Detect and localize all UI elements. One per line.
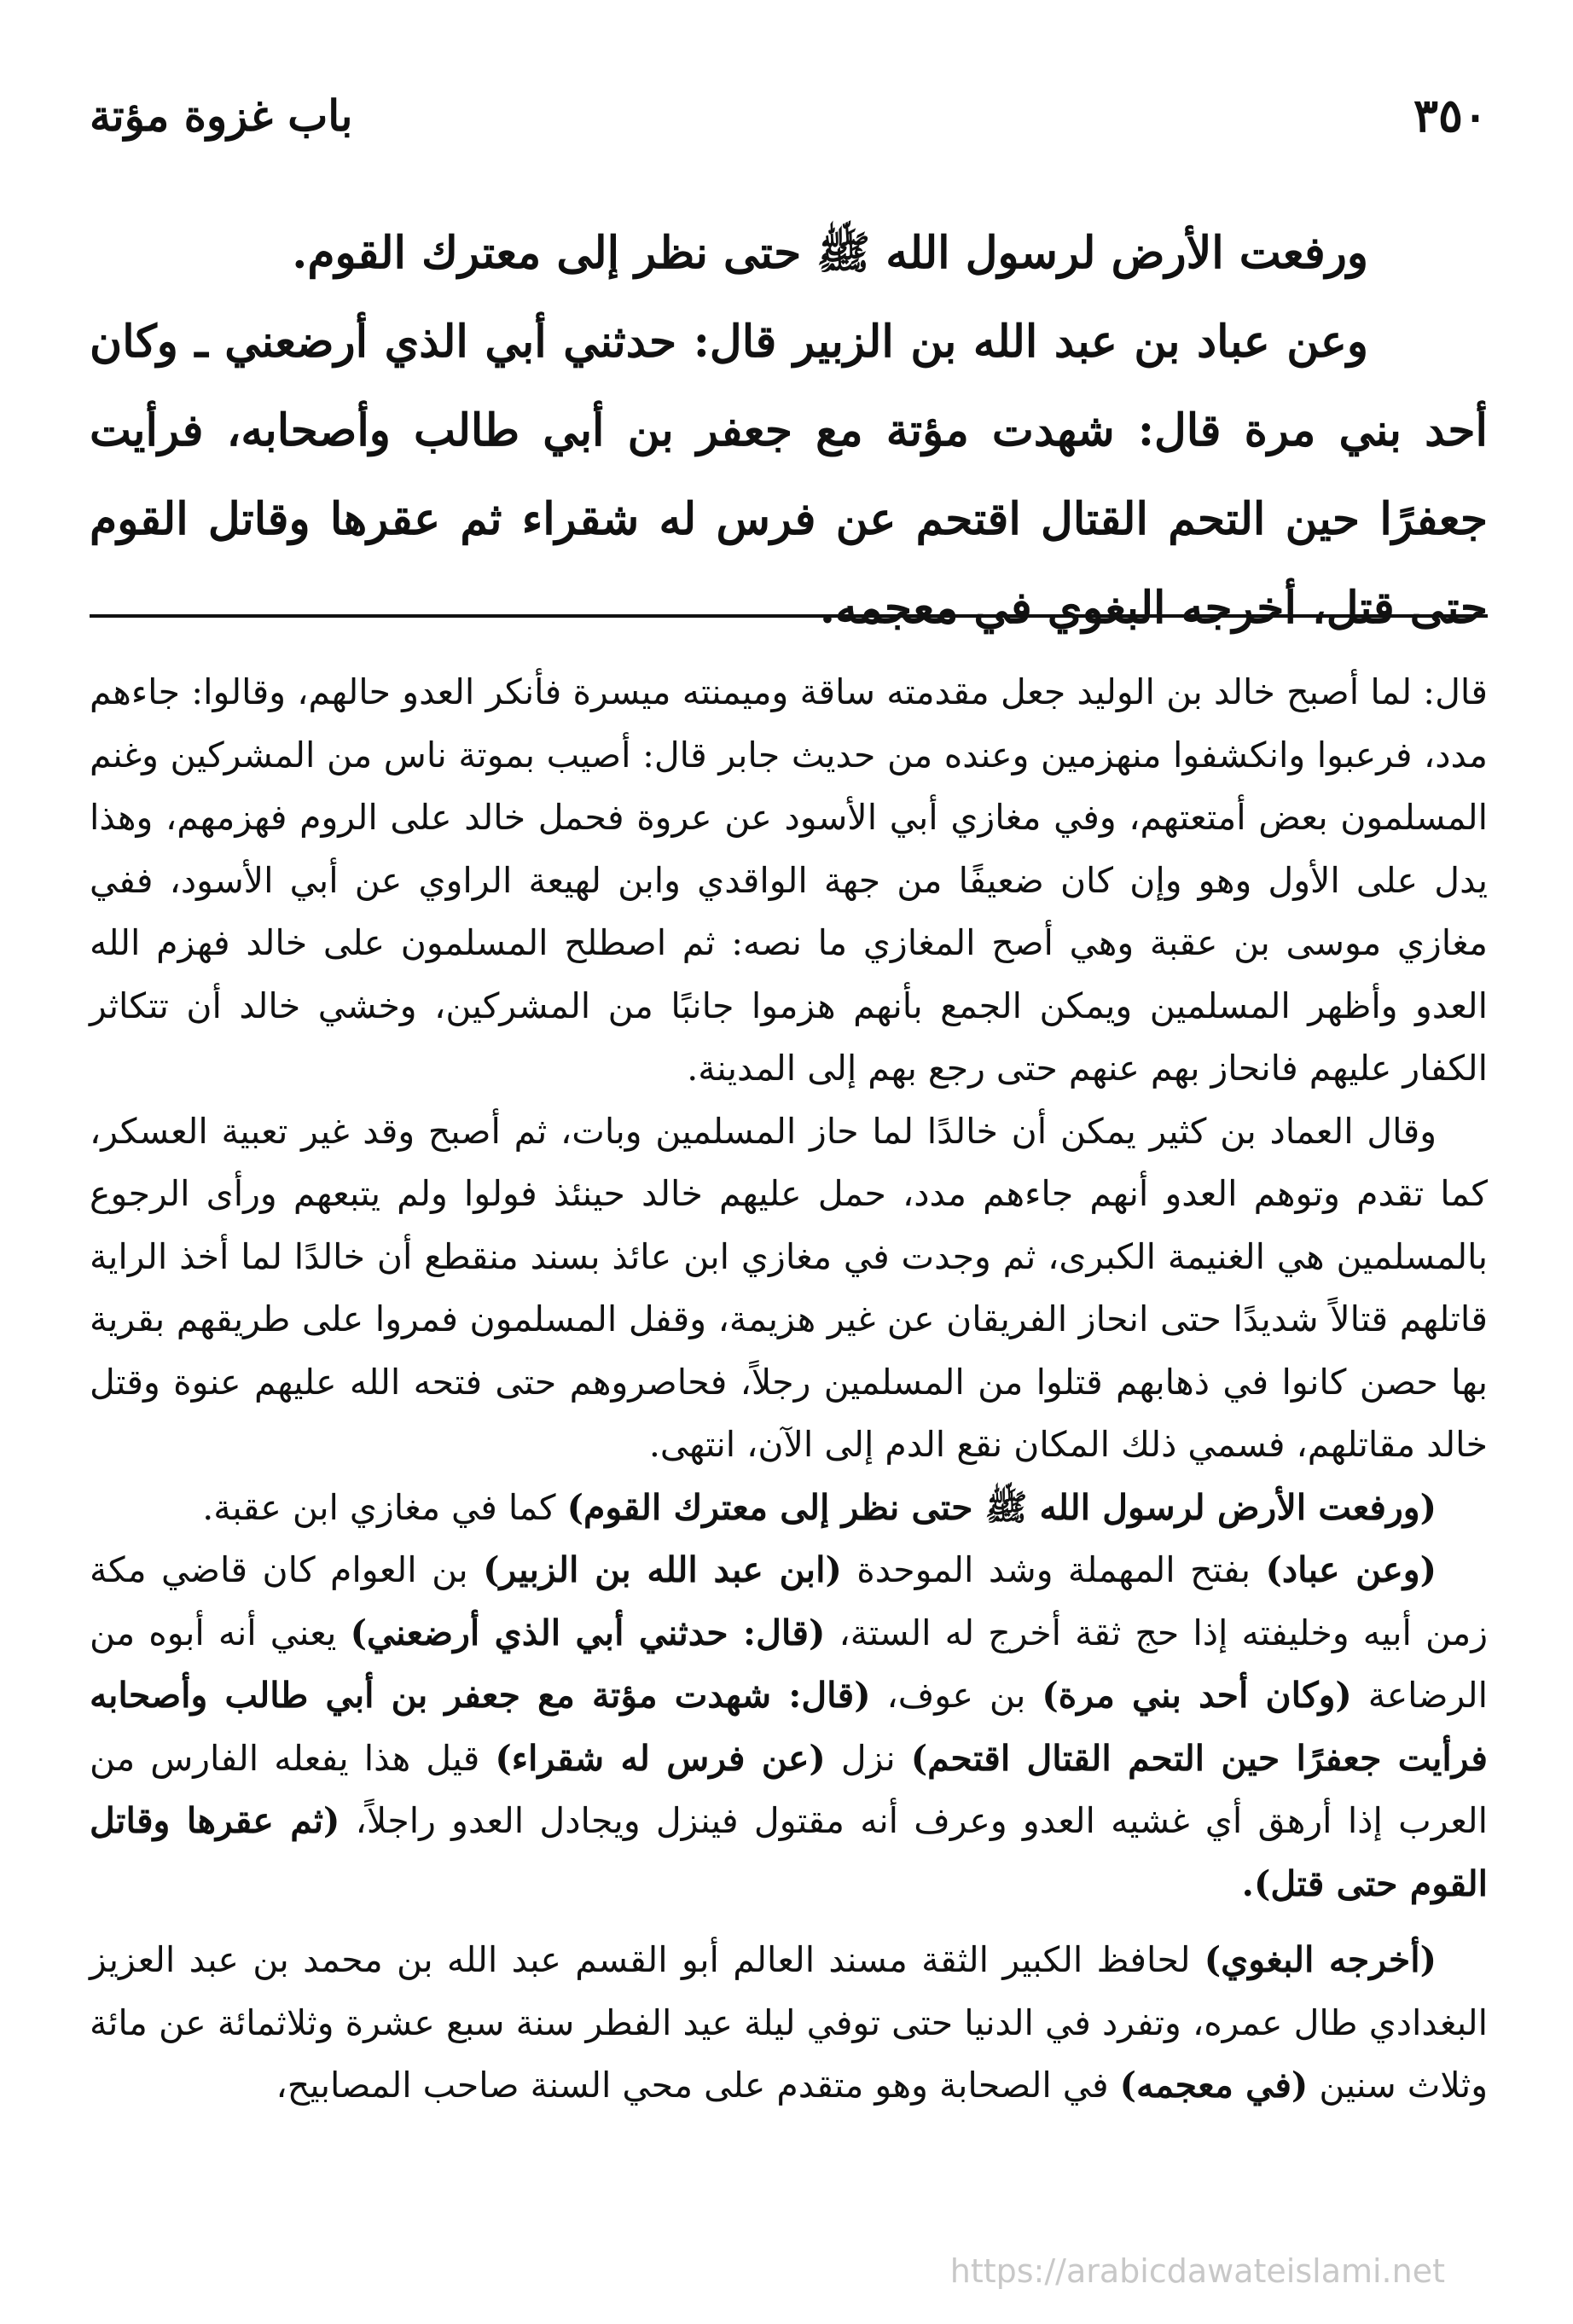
commentary-text bbox=[90, 661, 1488, 2118]
quoted-matn: (ثم عقرها وقاتل القوم حتى قتل). bbox=[90, 1800, 1488, 1904]
page-header bbox=[90, 81, 1488, 149]
quoted-matn: (في معجمه) bbox=[1119, 2065, 1309, 2106]
commentary-paragraph bbox=[90, 1539, 1488, 1915]
quoted-matn: (وعن عباد) bbox=[1265, 1549, 1437, 1590]
commentary-paragraph: وقال العماد بن كثير يمكن أن خالدًا لما حاز المسلمين وبات، ثم أصبح وقد غير تعبية العسكر، كما تقدم وتوهم العدو أنهم جاءهم مدد، حمل عليهم خالد حينئذ فولوا ولم يتبعهم ورأى الرجوع بالمسلمين هي الغنيمة الكبرى، ثم وجدت في مغازي ابن عائذ بسند منقطع أن خالدًا لما أخذ الراية قاتلهم قتالاً شديدًا حتى انحاز الفريقان عن غير هزيمة، وقفل المسلمون فمروا على طريقهم بقرية بها حصن كانوا في ذهابهم قتلوا من المسلمين رجلاً، فحاصروهم حتى فتحه الله عليهم عنوة وقتل خالد مقاتلهم، فسمي ذلك المكان نقع الدم إلى الآن، انتهى. bbox=[90, 1110, 1488, 1465]
commentary-text-span: كما في مغازي ابن عقبة. bbox=[202, 1486, 567, 1528]
commentary-text-span: بفتح المهملة وشد الموحدة bbox=[841, 1549, 1266, 1590]
hadith-text bbox=[90, 209, 1488, 653]
quoted-matn: (قال: شهدت مؤتة مع جعفر بن أبي طالب وأصحابه فرأيت جعفرًا حين التحم القتال اقتحم) bbox=[90, 1675, 1488, 1779]
hadith-paragraph: ورفعت الأرض لرسول الله ﷺ حتى نظر إلى معترك القوم. bbox=[292, 227, 1368, 279]
commentary-text-span: يعني أنه أبوه من الرضاعة bbox=[90, 1612, 1488, 1716]
commentary-paragraph bbox=[90, 1929, 1488, 2118]
commentary-paragraph bbox=[90, 1477, 1488, 1540]
website-watermark: https://arabicdawateislami.net bbox=[949, 2252, 1445, 2290]
section-divider bbox=[90, 614, 1488, 618]
commentary-text-span: بن عوف، bbox=[870, 1675, 1042, 1716]
quoted-matn: (قال: حدثني أبي الذي أرضعني) bbox=[350, 1612, 826, 1653]
commentary-text-span: في الصحابة وهو متقدم على محي السنة صاحب المصابيح، bbox=[276, 2065, 1120, 2106]
commentary-paragraph: قال: لما أصبح خالد بن الوليد جعل مقدمته ساقة وميمنته ميسرة فأنكر العدو حالهم، وقالوا: جاءهم مدد، فرعبوا وانكشفوا منهزمين وعنده من حديث جابر قال: أصيب بموتة ناس من المشركين وغنم المسلمون بعض أمتعتهم، وفي مغازي أبي الأسود عن عروة فحمل خالد على الروم فهزمهم، وهذا يدل على الأول وهو وإن كان ضعيفًا من جهة الواقدي وابن لهيعة الراوي عن أبي الأسود، ففي مغازي موسى بن عقبة وهي أصح المغازي ما نصه: ثم اصطلح المسلمون على خالد فهزم الله العدو وأظهر المسلمين ويمكن الجمع بأنهم هزموا جانبًا من المشركين، وخشي خالد أن تتكاثر الكفار عليهم فانحاز بهم عنهم حتى رجع بهم إلى المدينة. bbox=[90, 671, 1488, 1089]
commentary-text-span: نزل bbox=[825, 1737, 911, 1779]
commentary-text-span: لحافظ الكبير الثقة مسند العالم أبو القسم عبد الله بن محمد بن عبد العزيز البغدادي طال عمره، وتفرد في الدنيا حتى توفي ليلة عيد الفطر سنة سبع عشرة وثلاثمائة عن مائة وثلاث سنين bbox=[90, 1939, 1488, 2106]
quoted-matn: (ورفعت الأرض لرسول الله ﷺ حتى نظر إلى معترك القوم) bbox=[566, 1486, 1437, 1528]
commentary-text-span: قيل هذا يفعله الفارس من العرب إذا أرهق أي غشيه العدو وعرف أنه مقتول فينزل ويجادل العدو راجلاً، bbox=[90, 1737, 1488, 1841]
quoted-matn: (ابن عبد الله بن الزبير) bbox=[483, 1549, 842, 1590]
quoted-matn: (عن فرس له شقراء) bbox=[495, 1737, 826, 1779]
quoted-matn: (أخرجه البغوي) bbox=[1204, 1939, 1437, 1980]
quoted-matn: (وكان أحد بني مرة) bbox=[1042, 1675, 1352, 1716]
hadith-paragraph: وعن عباد بن عبد الله بن الزبير قال: حدثني أبي الذي أرضعني ـ وكان أحد بني مرة قال: شهدت مؤتة مع جعفر بن أبي طالب وأصحابه، فرأيت جعفرًا حين التحم القتال اقتحم عن فرس له شقراء ثم عقرها وقاتل القوم حتى قتل، أخرجه البغوي في معجمه. bbox=[90, 316, 1488, 634]
chapter-title: باب غزوة مؤتة bbox=[90, 90, 353, 141]
page-number: ٣٥٠ bbox=[1413, 88, 1488, 142]
commentary-text-span: بن العوام كان قاضي مكة زمن أبيه وخليفته إذا حج ثقة أخرج له الستة، bbox=[90, 1549, 1488, 1653]
